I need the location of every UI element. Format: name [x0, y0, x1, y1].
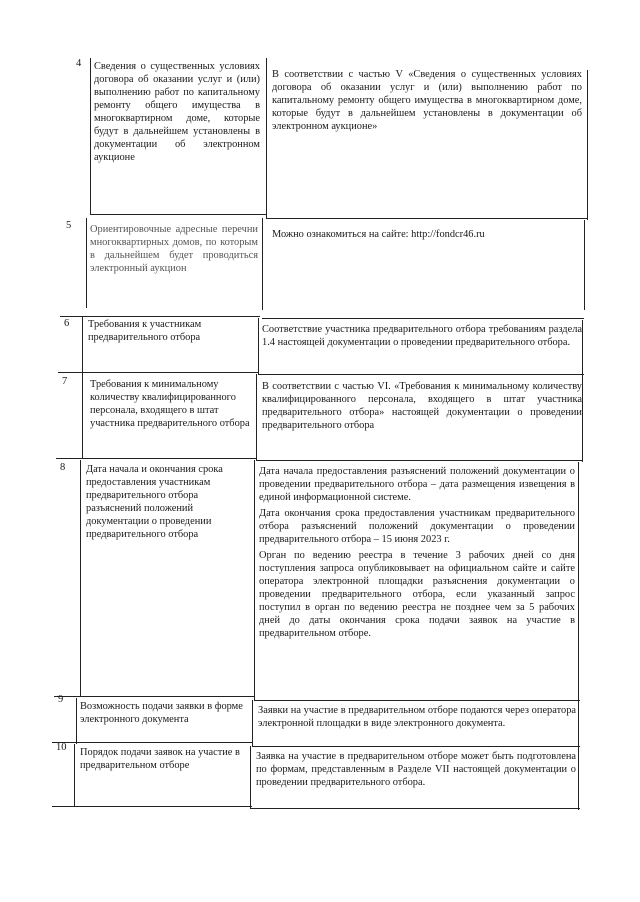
row-6-value: Соответствие участника предварительного отбора требованиям раздела 1.4 настоящей документации о проведении предварительного отбора.	[262, 324, 582, 348]
row-9-parameter: Возможность подачи заявки в форме электронного документа	[80, 701, 243, 725]
row-4-value: В соответствии с частью V «Сведения о существенных условиях договора об оказании услуг и (или) выполнению работ по капитальному ремонту общего имущества в многоквартирном доме, которые будут в дальнейшем установлены в документации об электронном аукционе»	[272, 69, 582, 132]
row-5-number: 5	[66, 220, 72, 231]
row-8-value-paragraph-2: Дата окончания срока предоставления участникам предварительного отбора разъяснений положений документации о проведении предварительного отбора – 15 июня 2023 г.	[259, 508, 575, 545]
row-9-value: Заявки на участие в предварительном отборе подаются через оператора электронной площадки в виде электронного документа.	[258, 705, 576, 729]
row-4-number: 4	[76, 58, 82, 69]
row-8-value-paragraph-1: Дата начала предоставления разъяснений положений документации о проведении предварительного отбора – дата размещения извещения в единой информационной системе.	[259, 466, 575, 503]
row-4-parameter: Сведения о существенных условиях договора об оказании услуг и (или) выполнению работ по капитальному ремонту общего имущества в многоквартирном доме, которые будут в дальнейшем установлены в документации об электронном аукционе	[94, 61, 260, 163]
row-8-value-paragraph-3: Орган по ведению реестра в течение 3 рабочих дней со дня поступления запроса опубликовывает на официальном сайте и сайте оператора электронной площадки разъяснения документации о проведении предварительного отбора, если указанный запрос поступил в орган по ведению реестра не позднее чем за 5 рабочих дней до даты окончания срока подачи заявок на участие в предварительном отборе.	[259, 550, 575, 639]
row-10-number: 10	[56, 742, 67, 753]
row-7-value: В соответствии с частью VI. «Требования к минимальному количеству квалифицированного персонала, входящего в штат участника предварительного отбора» настоящей документации о проведении предварительного отбора	[262, 381, 582, 431]
row-6-parameter: Требования к участникам предварительного отбора	[88, 319, 202, 343]
row-9-number: 9	[58, 694, 64, 705]
row-7-number: 7	[62, 376, 68, 387]
row-8-parameter: Дата начала и окончания срока предоставления участникам предварительного отбора разъяснений положений документации о проведении предварительного отбора	[86, 464, 223, 540]
row-10-value: Заявка на участие в предварительном отборе может быть подготовлена по формам, представленным в Разделе VII настоящей документации о проведении предварительного отбора.	[256, 751, 576, 788]
row-8-number: 8	[60, 462, 66, 473]
row-5-parameter: Ориентировочные адресные перечни многоквартирных домов, по которым в дальнейшем будет проводиться электронный аукцион	[90, 224, 258, 274]
row-5-value: Можно ознакомиться на сайте: http://fondcr46.ru	[272, 229, 485, 240]
row-7-parameter: Требования к минимальному количеству квалифицированного персонала, входящего в штат участника предварительного отбора	[90, 379, 250, 429]
row-6-number: 6	[64, 318, 70, 329]
row-10-parameter: Порядок подачи заявок на участие в предварительном отборе	[80, 747, 240, 771]
row-8-value	[259, 465, 575, 640]
